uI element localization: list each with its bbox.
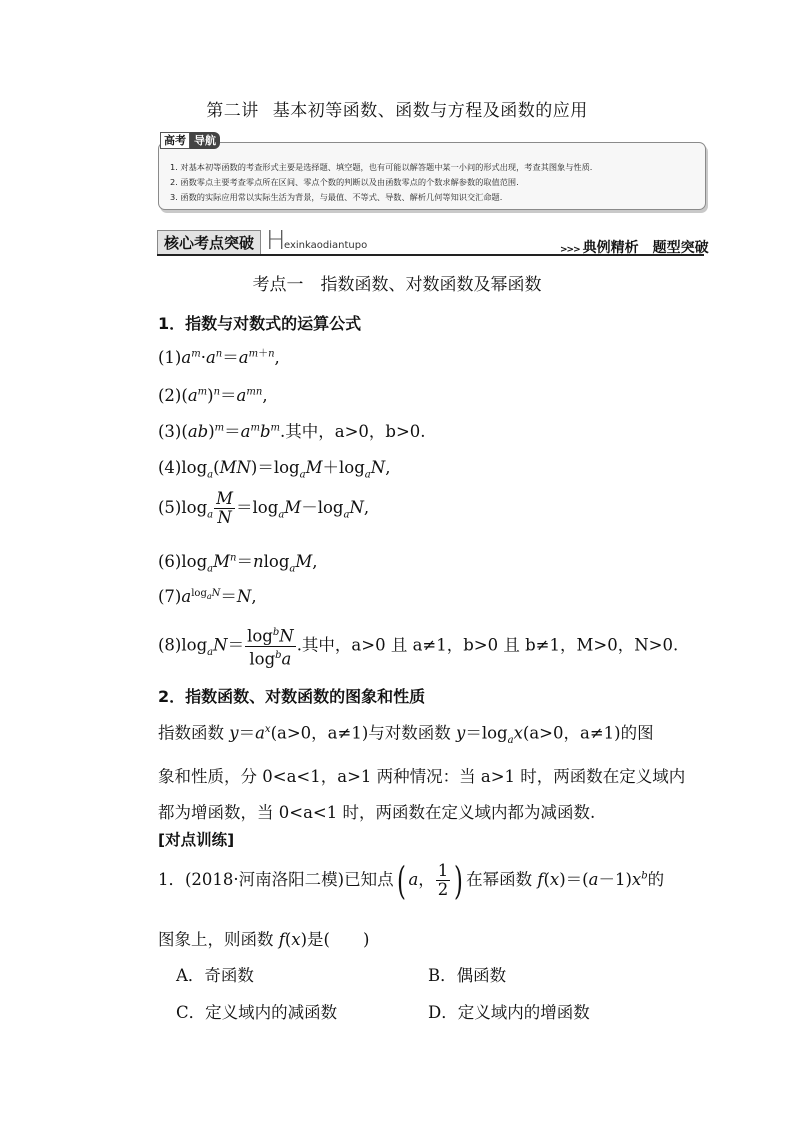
formula-8: $(8)\log_aN=$ $\frac{\log^bN}{\log^ba}$ .其中，a>0 且 a≠1，b>0 且 b≠1，M>0，N>0. — [158, 624, 678, 668]
properties-paragraph — [158, 712, 706, 831]
page-title — [0, 96, 794, 121]
exam-guide-tag — [160, 131, 220, 149]
triple-arrow-icon: >>> — [560, 245, 580, 255]
option-a[interactable]: A．奇函数 — [176, 966, 254, 985]
formula-6: $(6)\log_aM^n=nlog_aM$, — [158, 552, 318, 575]
paragraph-line-1: 指数函数 $y=a^x(a>0$，a≠1)与对数函数 $y=\log_ax(a>0$，a≠1)的图 — [158, 723, 654, 746]
section-pinyin: exinkaodiantupo — [284, 240, 368, 251]
formula-8-note: .其中，a>0 且 a≠1，b>0 且 b≠1，M>0，N>0. — [296, 635, 679, 655]
section-right-text: 典例精析 题型突破 — [582, 240, 709, 256]
option-d[interactable]: D．定义域内的增函数 — [428, 1003, 590, 1022]
question-1-line-2: 图象上，则函数 f(x)是( ) — [158, 930, 370, 949]
formula-5: $(5)\log_a$ $\frac{M}{N}$ $=\log_aM-\log_aN$, — [158, 489, 370, 527]
section-label: 核心考点突破 — [157, 230, 261, 256]
section-right-label — [560, 237, 709, 257]
exam-guide-tag-right: 导航 — [190, 132, 220, 149]
question-number: 1． — [158, 870, 185, 889]
exam-guide-line: 1. 对基本初等函数的考查形式主要是选择题、填空题，也有可能以解答题中某一小问的形式出现，考查其图象与性质. — [170, 162, 593, 172]
lecture-topic: 基本初等函数、函数与方程及函数的应用 — [272, 101, 588, 121]
formula-3: $(3)(ab)^m=a^mb^m$.其中，a>0，b>0. — [158, 422, 426, 441]
option-c[interactable]: C．定义域内的减函数 — [176, 1003, 338, 1022]
formula-2: $(2)(a^m)^n=a^{mn}$, — [158, 386, 268, 405]
paragraph-line-3: 都为增函数，当 0<a<1 时，两函数在定义域内都为减函数. — [158, 802, 596, 822]
question-source: (2018·河南洛阳二模) — [185, 870, 345, 889]
formula-1: $(1)a^m\cdot a^n=a^{m+n}$, — [158, 348, 280, 367]
subheading-formulas: 1．指数与对数式的运算公式 — [158, 314, 362, 333]
formula-3-note: .其中，a>0，b>0. — [280, 422, 426, 441]
exam-guide-line: 3. 函数的实际应用常以实际生活为背景，与最值、不等式、导数、解析几何等知识交汇命题. — [170, 192, 503, 202]
exam-guide-lines — [170, 160, 700, 205]
formula-7: $(7)a^{log_aN}=N$, — [158, 587, 257, 606]
paragraph-line-2: 象和性质，分 0<a<1，a>1 两种情况：当 a>1 时，两函数在定义域内 — [158, 766, 686, 786]
question-1: 1．(2018·河南洛阳二模)已知点( a， $\frac{1}{2}$ ) 在幂函数 $f(x)=(a-1)x^b$的 — [158, 858, 665, 903]
training-label: [对点训练] — [158, 831, 235, 849]
section-big-letter: H — [266, 226, 286, 256]
option-b[interactable]: B．偶函数 — [428, 966, 507, 985]
topic-heading: 考点一 指数函数、对数函数及幂函数 — [252, 275, 542, 295]
lecture-number: 第二讲 — [206, 101, 259, 121]
exam-guide-tag-left: 高考 — [160, 132, 190, 149]
formula-4: $(4)\log_a(MN)=\log_aM+\log_aN$, — [158, 458, 391, 481]
subheading-graphs: 2．指数函数、对数函数的图象和性质 — [158, 687, 426, 706]
exam-guide-line: 2. 函数零点主要考查零点所在区间、零点个数的判断以及由函数零点的个数求解参数的取值范围. — [170, 177, 519, 187]
